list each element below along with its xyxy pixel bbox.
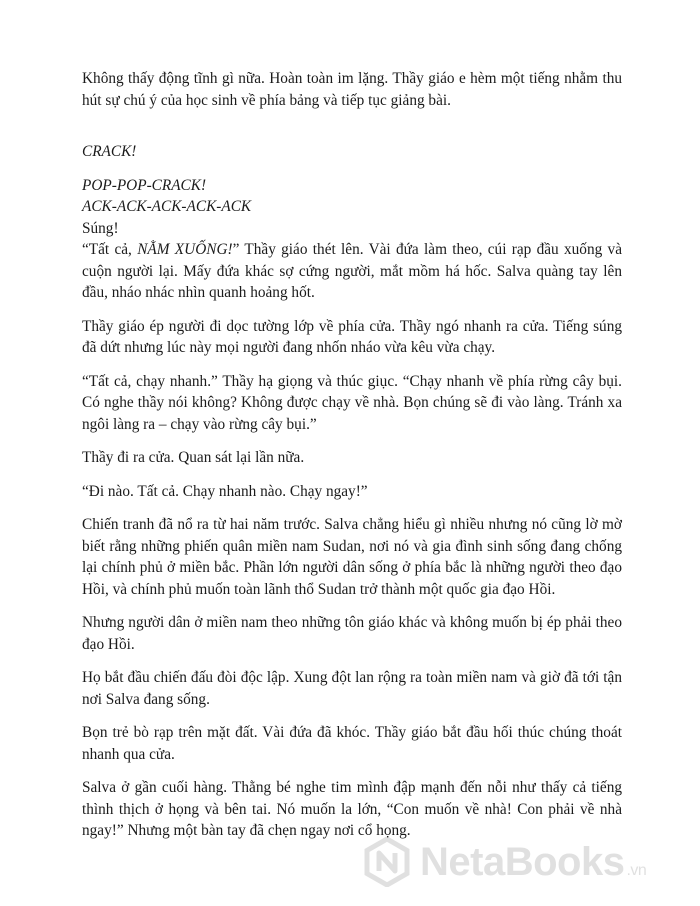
paragraph: “Đi nào. Tất cả. Chạy nhanh nào. Chạy ngay!”	[82, 482, 368, 500]
paragraph: Bọn trẻ bò rạp trên mặt đất. Vài đứa đã khóc. Thầy giáo bắt đầu hối thúc chúng thoát nhanh qua cửa.	[82, 724, 622, 763]
paragraph: Salva ở gần cuối hàng. Thằng bé nghe tim mình đập mạnh đến nỗi như thấy cả tiếng thình thịch ở họng và bên tai. Nó muốn la lớn, “Con muốn về nhà! Con phải về nhà ngay!” Nhưng một bàn tay đã chẹn ngay nơi cổ họng.	[82, 779, 622, 839]
paragraph: Thầy đi ra cửa. Quan sát lại lần nữa.	[82, 449, 305, 466]
book-page	[82, 68, 622, 854]
paragraph: Không thấy động tĩnh gì nữa. Hoàn toàn im lặng. Thầy giáo e hèm một tiếng nhằm thu hút sự chú ý của học sinh về phía bảng và tiếp tục giảng bài.	[82, 70, 622, 109]
watermark	[362, 835, 646, 889]
paragraph: “Tất cả, chạy nhanh.” Thầy hạ giọng và thúc giục. “Chạy nhanh về phía rừng cây bụi. Có nghe thầy nói không? Không được chạy về nhà. Bọn chúng sẽ đi vào làng. Tránh xa ngôi làng ra – chạy vào rừng cây bụi.”	[82, 372, 622, 433]
paragraph: Thầy giáo ép người đi dọc tường lớp về phía cửa. Thầy ngó nhanh ra cửa. Tiếng súng đã dứt nhưng lúc này mọi người đang nhốn nháo vừa kêu vừa chạy.	[82, 317, 622, 356]
sound-effect: CRACK!	[82, 143, 137, 160]
paragraph	[82, 239, 622, 304]
paragraph: Họ bắt đầu chiến đấu đòi độc lập. Xung đột lan rộng ra toàn miền nam và giờ đã tới tận nơi Salva đang sống.	[82, 669, 622, 708]
paragraph-text: “Tất cả,	[82, 241, 138, 258]
paragraph-text: ” Thầy giáo thét lên. Vài đứa làm theo, cúi rạp đầu xuống và cuộn người lại. Mấy đứa khác sợ cứng người, mắt mồm há hốc. Salva quàng tay lên đầu, nháo nhác nhìn quanh hoảng hốt.	[82, 241, 622, 301]
watermark-suffix: .vn	[626, 861, 647, 879]
sound-effect: POP-POP-CRACK!	[82, 176, 207, 194]
watermark-text	[420, 840, 646, 885]
sound-effect: ACK-ACK-ACK-ACK-ACK	[82, 198, 252, 215]
watermark-brand: NetaBooks	[420, 839, 625, 884]
paragraph: Súng!	[82, 219, 119, 237]
paragraph: Chiến tranh đã nổ ra từ hai năm trước. Salva chẳng hiểu gì nhiều nhưng nó cũng lờ mờ biết rằng những phiến quân miền nam Sudan, nơi nó và gia đình sinh sống đang chống lại chính phủ ở miền bắc. Phần lớn người dân sống ở phía bắc là những người theo đạo Hồi, và chính phủ muốn toàn lãnh thổ Sudan trở thành một quốc gia đạo Hồi.	[82, 516, 622, 598]
shout-text: NẰM XUỐNG!	[137, 241, 233, 258]
netabooks-logo-icon	[362, 837, 412, 887]
paragraph: Nhưng người dân ở miền nam theo những tôn giáo khác và không muốn bị ép phải theo đạo Hồi.	[82, 614, 622, 653]
